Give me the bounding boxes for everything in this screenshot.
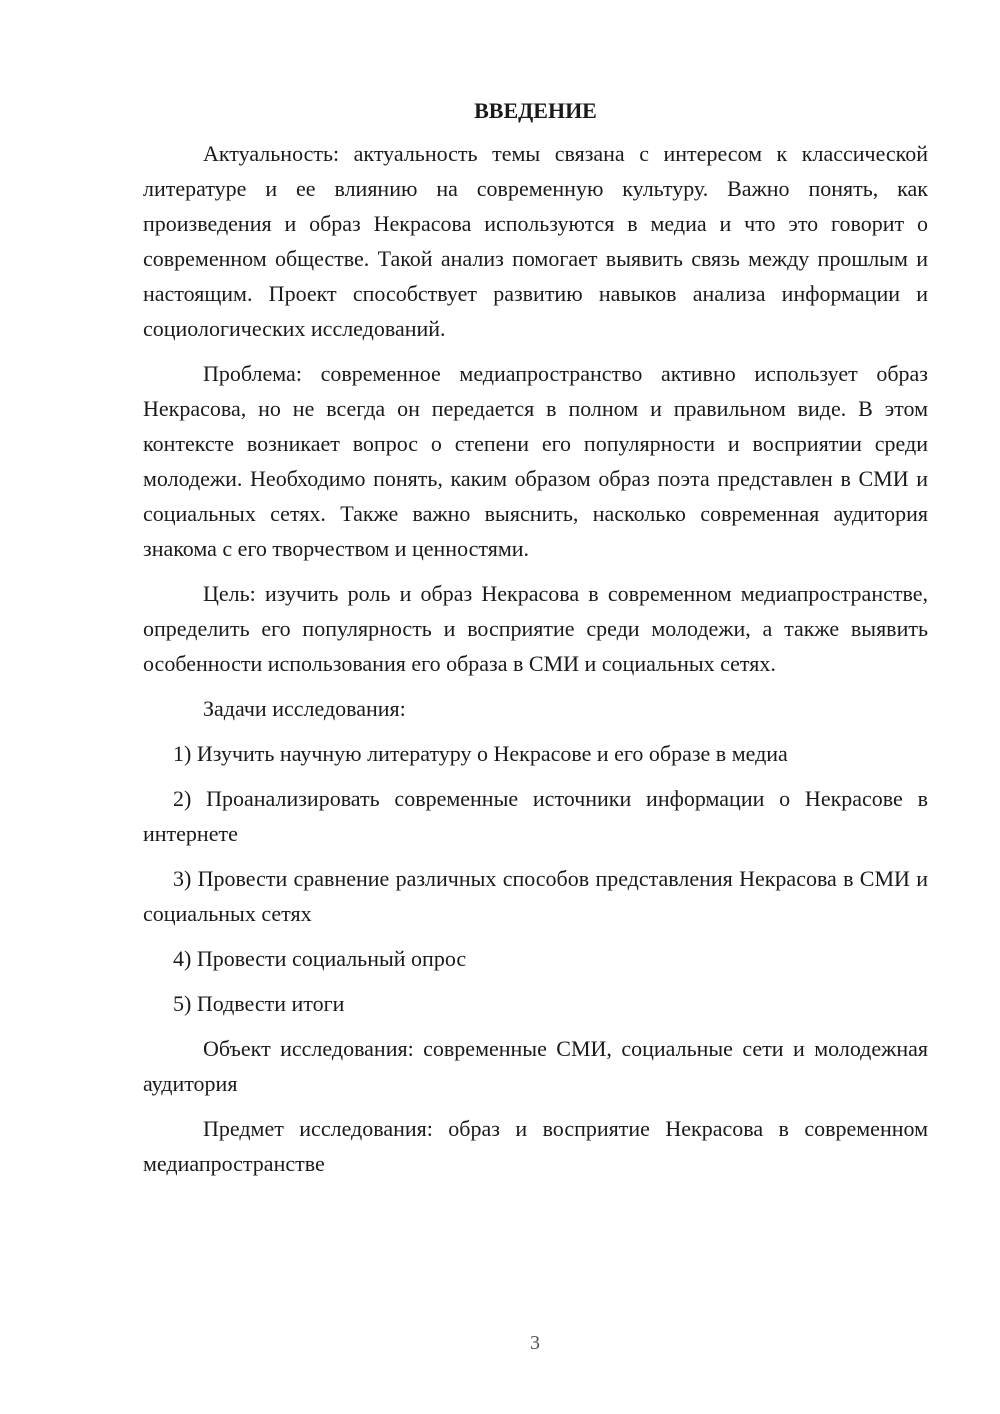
paragraph-goal: Цель: изучить роль и образ Некрасова в современном медиапространстве, определить его популярность и восприятие среди молодежи, а также выявить особенности использования его образа в СМИ и социальных сетях.	[143, 581, 928, 676]
task-item-2: 2) Проанализировать современные источники информации о Некрасове в интернете	[143, 786, 928, 846]
paragraph-object: Объект исследования: современные СМИ, социальные сети и молодежная аудитория	[143, 1036, 928, 1096]
tasks-heading: Задачи исследования:	[203, 696, 406, 721]
paragraph-problem: Проблема: современное медиапространство активно использует образ Некрасова, но не всегда он передается в полном и правильном виде. В этом контексте возникает вопрос о степени его популярности и восприятии среди молодежи. Необходимо понять, каким образом образ поэта представлен в СМИ и социальных сетях. Также важно выяснить, насколько современная аудитория знакома с его творчеством и ценностями.	[143, 361, 928, 561]
paragraph-subject: Предмет исследования: образ и восприятие Некрасова в современном медиапространстве	[143, 1116, 928, 1176]
page-number: 3	[530, 1332, 540, 1354]
task-item-4: 4) Провести социальный опрос	[173, 946, 467, 971]
paragraph-relevance: Актуальность: актуальность темы связана с интересом к классической литературе и ее влиянию на современную культуру. Важно понять, как произведения и образ Некрасова используются в медиа и что это говорит о современном обществе. Такой анализ помогает выявить связь между прошлым и настоящим. Проект способствует развитию навыков анализа информации и социологических исследований.	[143, 141, 928, 341]
task-item-1: 1) Изучить научную литературу о Некрасове и его образе в медиа	[173, 741, 788, 766]
task-item-5: 5) Подвести итоги	[173, 991, 345, 1016]
page-title: ВВЕДЕНИЕ	[474, 98, 597, 123]
document-page	[143, 96, 928, 1181]
task-item-3: 3) Провести сравнение различных способов представления Некрасова в СМИ и социальных сетях	[143, 866, 928, 926]
